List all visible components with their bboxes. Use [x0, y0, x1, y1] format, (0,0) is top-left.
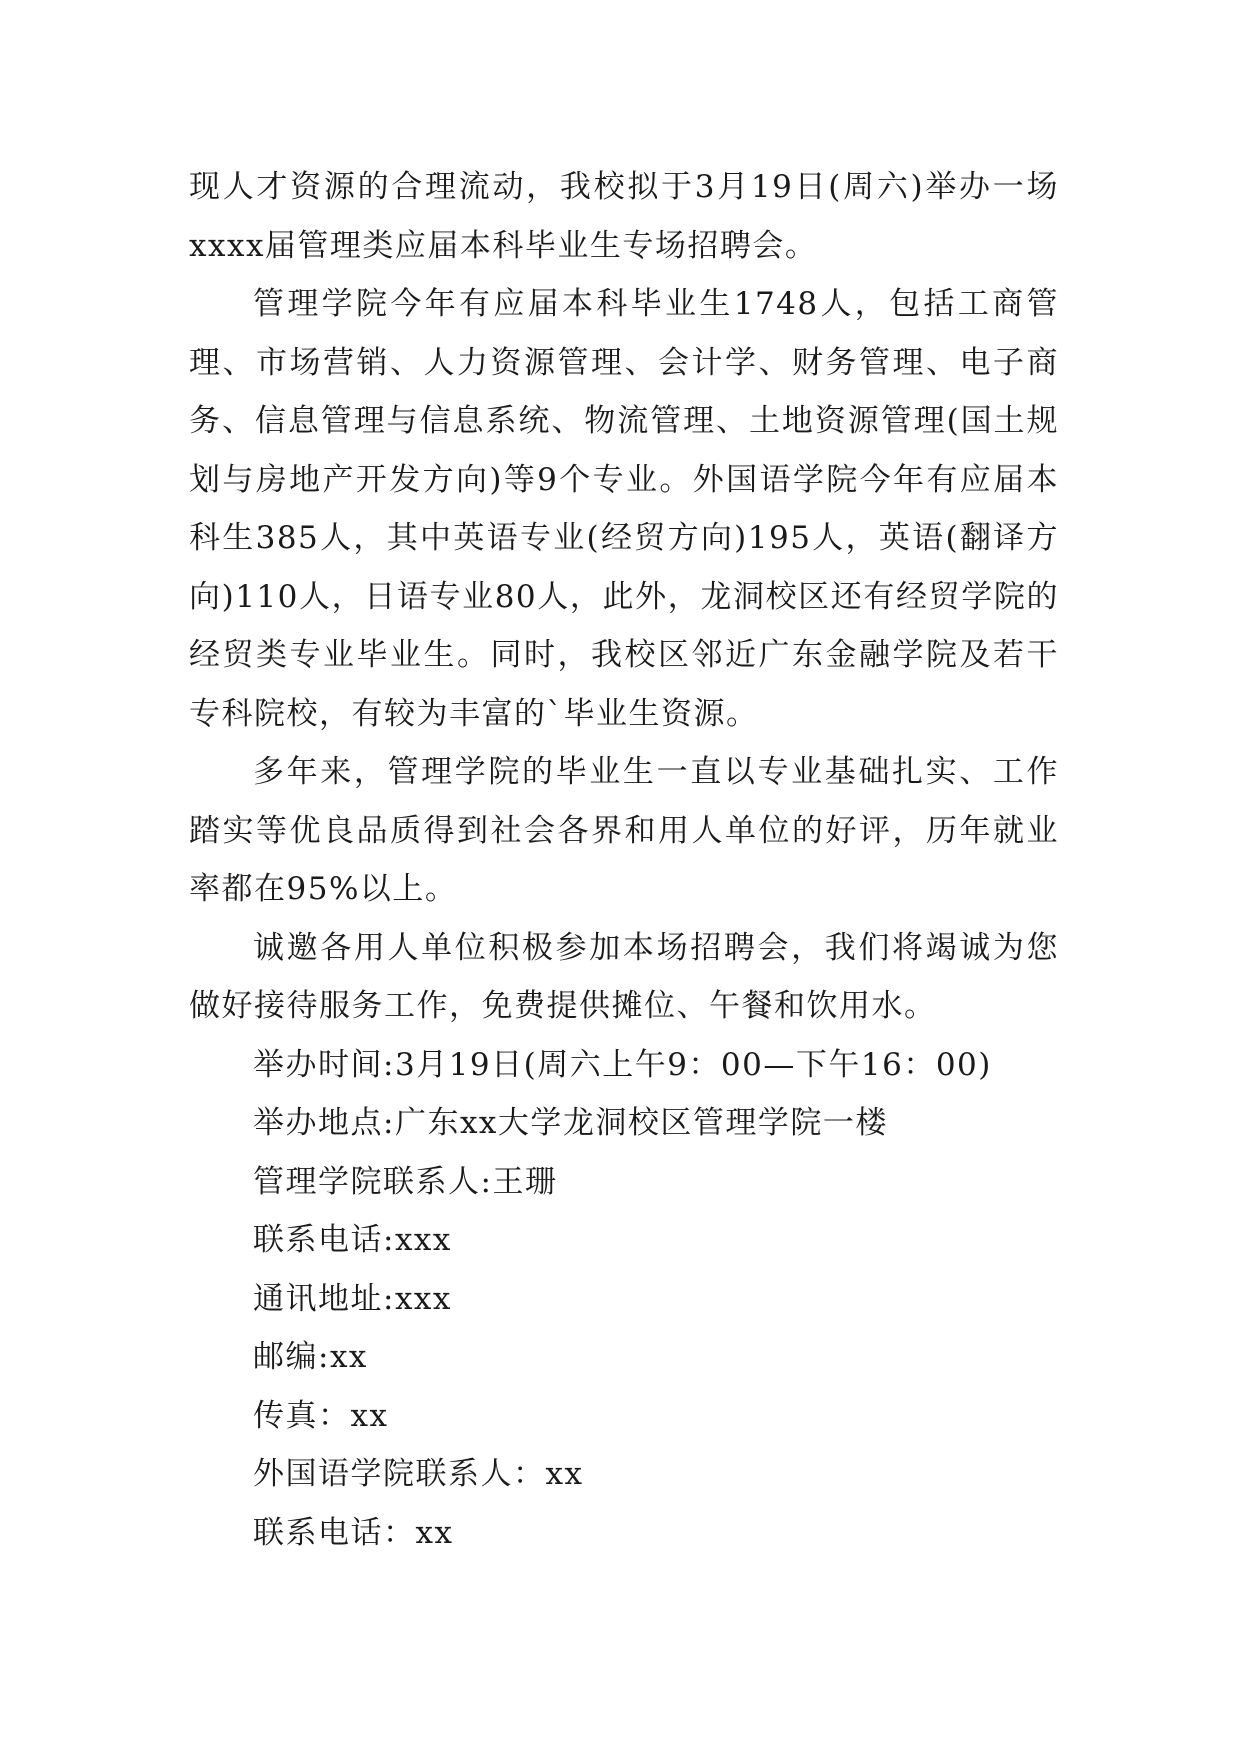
paragraph-continuation: 现人才资源的合理流动，我校拟于3月19日(周六)举办一场xxxx届管理类应届本科毕业生专场招聘会。 — [189, 169, 1059, 264]
mailing-address: 通讯地址:xxx — [253, 1280, 452, 1317]
event-time: 举办时间:3月19日(周六上午9：00—下午16：00) — [253, 1046, 992, 1083]
foreign-language-contact-person: 外国语学院联系人：xx — [253, 1456, 584, 1492]
foreign-language-contact-phone: 联系电话：xx — [253, 1514, 454, 1551]
event-location: 举办地点:广东xx大学龙洞校区管理学院一楼 — [253, 1105, 888, 1141]
fax: 传真：xx — [253, 1397, 389, 1434]
document-body — [189, 158, 1059, 1562]
paragraph-invitation: 诚邀各用人单位积极参加本场招聘会，我们将竭诚为您做好接待服务工作，免费提供摊位、午餐和饮用水。 — [189, 929, 1059, 1024]
paragraph-graduates: 管理学院今年有应届本科毕业生1748人，包括工商管理、市场营销、人力资源管理、会计学、财务管理、电子商务、信息管理与信息系统、物流管理、土地资源管理(国土规划与房地产开发方向)等9个专业。外国语学院今年有应届本科生385人，其中英语专业(经贸方向)195人，英语(翻译方向)110人，日语专业80人，此外，龙洞校区还有经贸学院的经贸类专业毕业生。同时，我校区邻近广东金融学院及若干专科院校，有较为丰富的`毕业生资源。 — [189, 286, 1059, 732]
paragraph-reputation: 多年来，管理学院的毕业生一直以专业基础扎实、工作踏实等优良品质得到社会各界和用人单位的好评，历年就业率都在95%以上。 — [189, 754, 1059, 907]
management-contact-person: 管理学院联系人:王珊 — [253, 1163, 558, 1200]
postal-code: 邮编:xx — [253, 1339, 368, 1375]
management-contact-phone: 联系电话:xxx — [253, 1222, 452, 1258]
